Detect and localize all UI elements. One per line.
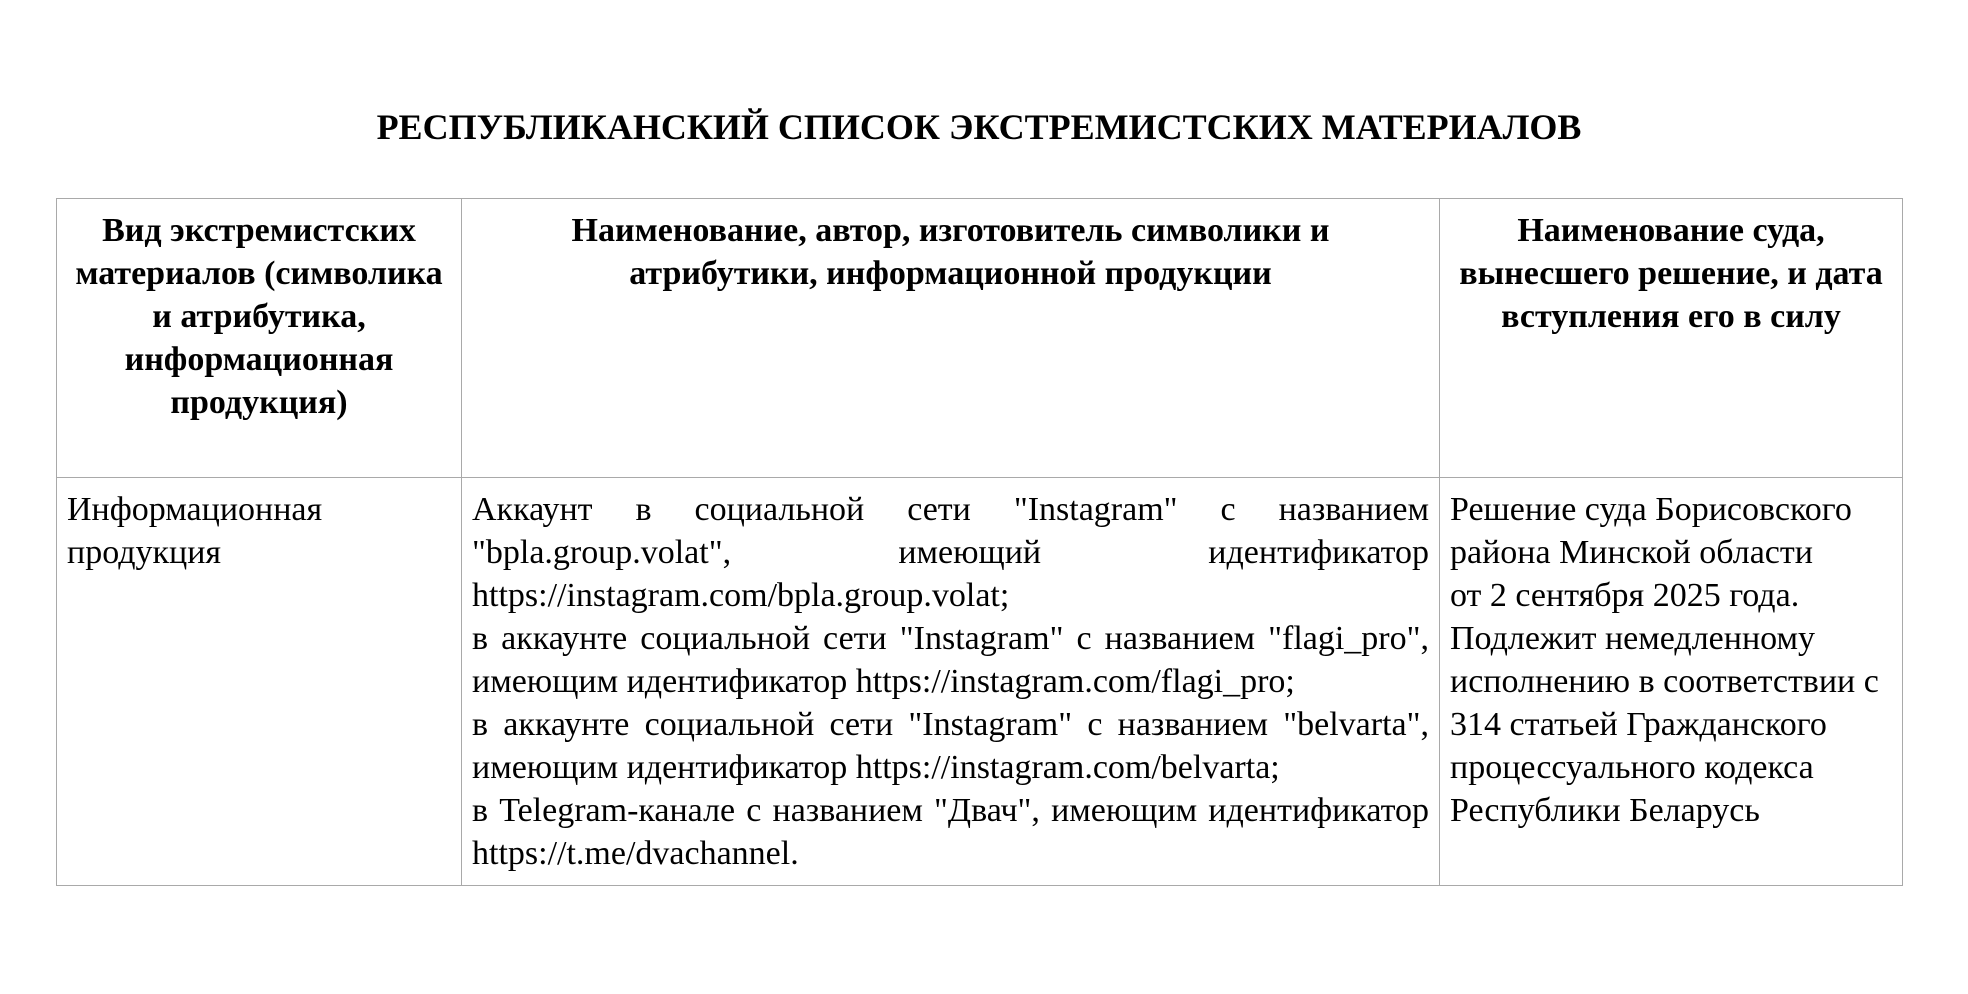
table-body (57, 478, 1903, 886)
header-row (57, 199, 1903, 478)
description-item: в Telegram-канале с названием "Двач", имеющим идентификатор https://t.me/dvachannel. (472, 792, 1429, 872)
table-header (57, 199, 1903, 478)
extremist-materials-table (56, 198, 1903, 886)
description-item: в аккаунте социальной сети "Instagram" с названием "belvarta", имеющим идентификатор https://instagram.com/belvarta; (472, 706, 1429, 786)
table-row (57, 478, 1903, 886)
cell-description (462, 478, 1440, 886)
material-type-text: Информационная продукция (67, 491, 323, 571)
header-name-author: Наименование, автор, изготовитель символики и атрибутики, информационной продукции (462, 199, 1440, 478)
description-item: в аккаунте социальной сети "Instagram" с названием "flagi_pro", имеющим идентификатор https://instagram.com/flagi_pro; (472, 620, 1429, 700)
header-court-decision: Наименование суда, вынесшего решение, и дата вступления его в силу (1440, 199, 1903, 478)
court-date: от 2 сентября 2025 года. (1450, 577, 1800, 614)
cell-material-type (57, 478, 462, 886)
header-material-type: Вид экстремистских материалов (символика и атрибутика, информационная продукция) (57, 199, 462, 478)
court-name: Решение суда Борисовского района Минской области (1450, 491, 1852, 571)
court-note: Подлежит немедленному исполнению в соответствии с 314 статьей Гражданского процессуального кодекса Республики Беларусь (1450, 620, 1879, 829)
page-title: РЕСПУБЛИКАНСКИЙ СПИСОК ЭКСТРЕМИСТСКИХ МАТЕРИАЛОВ (376, 107, 1582, 147)
description-item: Аккаунт в социальной сети "Instagram" с названием "bpla.group.volat", имеющий идентификатор https://instagram.com/bpla.group.volat; (472, 491, 1429, 614)
cell-court-decision (1440, 478, 1903, 886)
